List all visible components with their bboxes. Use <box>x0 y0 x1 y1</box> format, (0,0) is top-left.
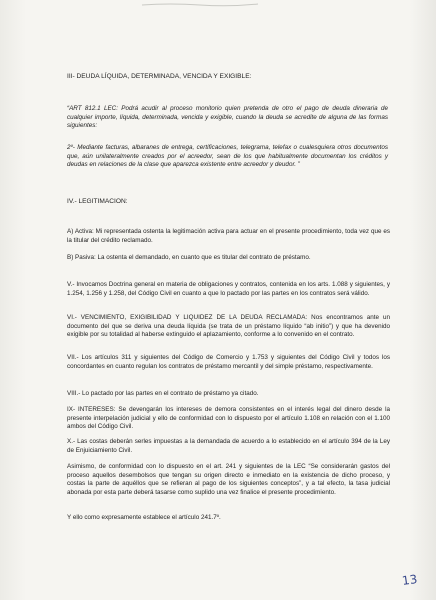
section-x: X.- Las costas deberán serles impuestas a la demandada de acuerdo a lo establecido en el artículo 394 de la Ley de Enjuiciamiento Civil. <box>67 438 390 454</box>
gastos-paragraph: Asimismo, de conformidad con lo dispuesto en el art. 241 y siguientes de la LEC “Se considerarán gastos del proceso aquellos desembolsos que tengan su origen directo e inmediato en la existencia de dicho proceso, y costas la parte de aquéllos que se refieran al pago de los siguientes conceptos”, y a tal efecto, la tasa judicial abonada por esta parte deberá tasarse como suplido una vez finalice el presente procedimiento. <box>67 463 390 496</box>
legitimacion-pasiva: B) Pasiva: La ostenta el demandado, en cuanto que es titular del contrato de préstamo. <box>67 254 311 261</box>
section-v: V.- Invocamos Doctrina general en materia de obligaciones y contratos, contenida en los arts. 1.088 y siguientes, y 1.254, 1.256 y 1.258, del Código Civil en cuanto a que lo pactado por las partes en los contratos será válido. <box>67 281 390 297</box>
section-iv-title: IV.- LEGITIMACION: <box>67 198 128 205</box>
scan-mark <box>140 2 260 8</box>
page-number: 13 <box>401 572 419 588</box>
section-vii: VII.- Los artículos 311 y siguientes del Código de Comercio y 1.753 y siguientes del Código Civil y todos los concordantes en cuanto regulan los contratos de préstamo mercantil y del simple préstamo, respectivamente. <box>67 354 390 370</box>
section-vi: VI.- VENCIMIENTO, EXIGIBILIDAD Y LIQUIDEZ DE LA DEUDA RECLAMADA: Nos encontramos ante un documento del que se deriva una deuda líquida (se trata de un préstamo líquido “ab initio”) y que ha devenido exigible por su totalidad al haberse extinguido el aplazamiento, conforme a lo convenido en el contrato. <box>67 314 390 339</box>
quote-second-paragraph: 2º- Mediante facturas, albaranes de entrega, certificaciones, telegrama, telefax o cualesquiera otros documentos que, aún unilateralmente creados por el acreedor, sean de los que habitualmente documentan los créditos y deudas en relaciones de la clase que aparezca existente entre acreedor y deudor. ” <box>67 144 388 169</box>
section-iii-title: III- DEUDA LÍQUIDA, DETERMINADA, VENCIDA Y EXIGIBLE: <box>67 73 252 80</box>
section-viii: VIII.- Lo pactado por las partes en el contrato de préstamo ya citado. <box>67 390 259 397</box>
legitimacion-activa: A) Activa: Mi representada ostenta la legitimación activa para actuar en el presente procedimiento, toda vez que es la titular del crédito reclamado. <box>67 228 390 244</box>
section-ix: IX- INTERESES: Se devengarán los intereses de demora consistentes en el interés legal del dinero desde la presente interpelación judicial y ello de conformidad con lo dispuesto por el artículo 1.108 en relación con el 1.100 ambos del Código Civil. <box>67 406 390 431</box>
closing-line: Y ello como expresamente establece el artículo 241.7º. <box>67 514 221 521</box>
quote-art-812: “ART 812.1 LEC: Podrá acudir al proceso monitorio quien pretenda de otro el pago de deuda dineraria de cualquier importe, líquida, determinada, vencida y exigible, cuando la deuda se acredite de alguna de las formas siguientes: <box>67 105 388 130</box>
